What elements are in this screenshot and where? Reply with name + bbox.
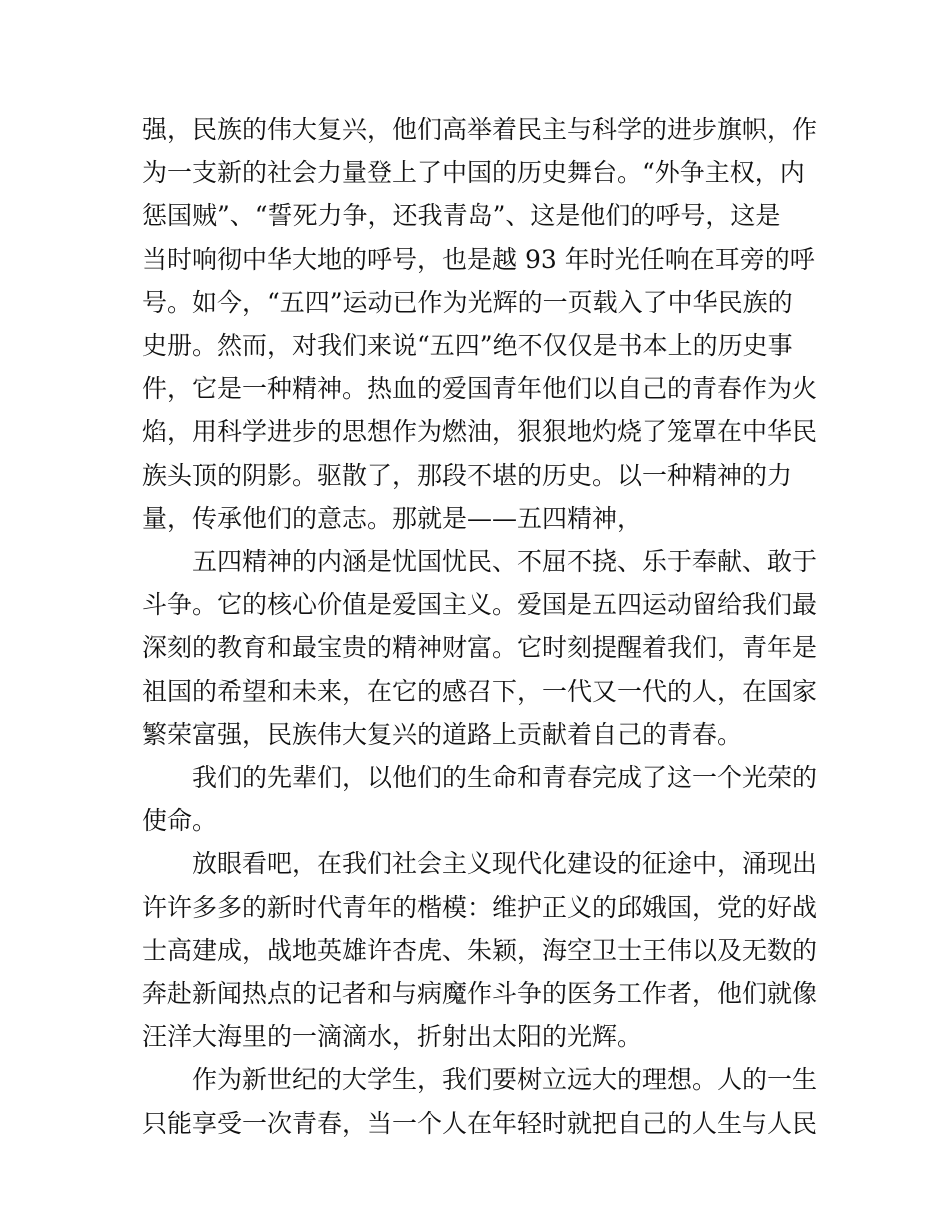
paragraph-3: 我们的先辈们，以他们的生命和青春完成了这一个光荣的 使命。 — [142, 763, 818, 836]
paragraph-2: 五四精神的内涵是忧国忧民、不屈不挠、乐于奉献、敢于 斗争。它的核心价值是爱国主义。爱国是五四运动留给我们最 深刻的教育和最宝贵的精神财富。它时刻提醒着我们，青年是 祖国的希望和未来，在它的感召下，一代又一代的人，在国家 繁荣富强，民族伟大复兴的道路上贡献着自己的青春。 — [142, 547, 818, 749]
body-text — [142, 108, 822, 1145]
paragraph-1: 强，民族的伟大复兴，他们高举着民主与科学的进步旗帜，作 为一支新的社会力量登上了中国的历史舞台。“外争主权，内 惩国贼”、“誓死力争，还我青岛”、这是他们的呼号，这是 当时响彻中华大地的呼号，也是越 93 年时光任响在耳旁的呼 号。如今，“五四”运动已作为光辉的一页载入了中华民族的 史册。然而，对我们来说“五四”绝不仅仅是书本上的历史事 件，它是一种精神。热血的爱国青年他们以自己的青春作为火 焰，用科学进步的思想作为燃油，狠狠地灼烧了笼罩在中华民 族头顶的阴影。驱散了，那段不堪的历史。以一种精神的力 量，传承他们的意志。那就是——五四精神， — [142, 115, 818, 533]
paragraph-4: 放眼看吧，在我们社会主义现代化建设的征途中，涌现出 许许多多的新时代青年的楷模：维护正义的邱娥国，党的好战 士高建成，战地英雄许杏虎、朱颖，海空卫士王伟以及无数的 奔赴新闻热点的记者和与病魔作斗争的医务工作者，他们就像 汪洋大海里的一滴滴水，折射出太阳的光辉。 — [142, 849, 818, 1052]
paragraph-5: 作为新世纪的大学生，我们要树立远大的理想。人的一生 只能享受一次青春，当一个人在年轻时就把自己的人生与人民 — [142, 1065, 818, 1138]
